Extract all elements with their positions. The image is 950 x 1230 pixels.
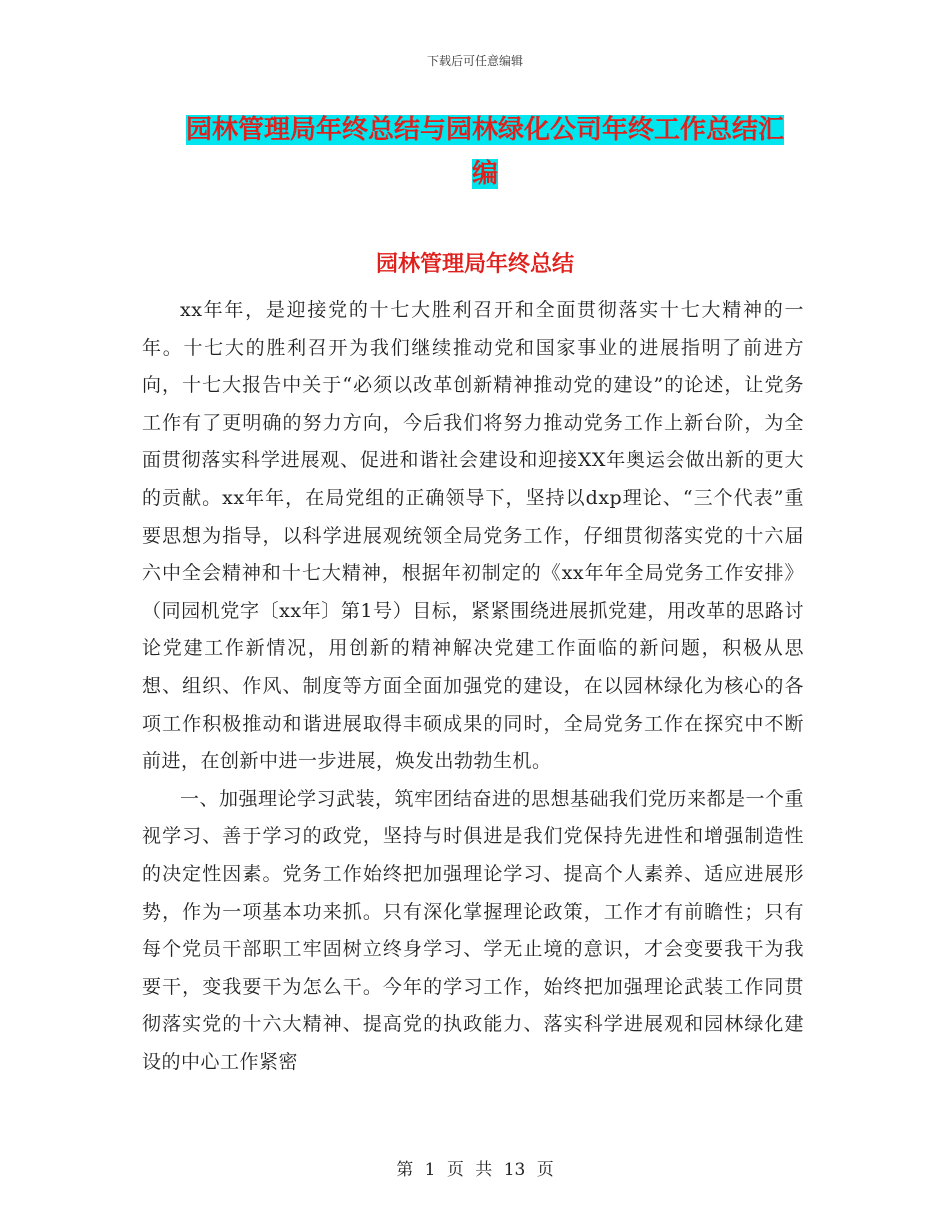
section-heading: 园林管理局年终总结 bbox=[375, 252, 574, 277]
body-text bbox=[142, 292, 804, 1081]
title-line-1: 园林管理局年终总结与园林绿化公司年终工作总结汇 bbox=[185, 115, 784, 145]
title-line-2: 编 bbox=[471, 159, 498, 189]
paragraph-2: 一、加强理论学习武装，筑牢团结奋进的思想基础我们党历来都是一个重视学习、善于学习的政党，坚持与时俱进是我们党保持先进性和增强制造性的决定性因素。党务工作始终把加强理论学习、提高个人素养、适应进展形势，作为一项基本功来抓。只有深化掌握理论政策，工作才有前瞻性；只有每个党员干部职工牢固树立终身学习、学无止境的意识，才会变要我干为我要干，变我要干为怎么干。今年的学习工作，始终把加强理论武装工作同贯彻落实党的十六大精神、提高党的执政能力、落实科学进展观和园林绿化建设的中心工作紧密 bbox=[142, 787, 805, 1073]
page-footer: 第 1 页 共 13 页 bbox=[396, 1160, 554, 1180]
document-title bbox=[140, 108, 830, 196]
paragraph-1: xx年年，是迎接党的十七大胜利召开和全面贯彻落实十七大精神的一年。十七大的胜利召开为我们继续推动党和国家事业的进展指明了前进方向，十七大报告中关于“必须以改革创新精神推动党的建设”的论述，让党务工作有了更明确的努力方向，今后我们将努力推动党务工作上新台阶，为全面贯彻落实科学进展观、促进和谐社会建设和迎接XX年奥运会做出新的更大的贡献。xx年年，在局党组的正确领导下，坚持以dxp理论、“三个代表”重要思想为指导，以科学进展观统领全局党务工作，仔细贯彻落实党的十六届六中全会精神和十七大精神，根据年初制定的《xx年年全局党务工作安排》（同园机党字〔xx年〕第1号）目标，紧紧围绕进展抓党建，用改革的思路讨论党建工作新情况，用创新的精神解决党建工作面临的新问题，积极从思想、组织、作风、制度等方面全面加强党的建设，在以园林绿化为核心的各项工作积极推动和谐进展取得丰硕成果的同时，全局党务工作在探究中不断前进，在创新中进一步进展，焕发出勃勃生机。 bbox=[142, 299, 804, 773]
header-note: 下载后可任意编辑 bbox=[426, 54, 523, 68]
